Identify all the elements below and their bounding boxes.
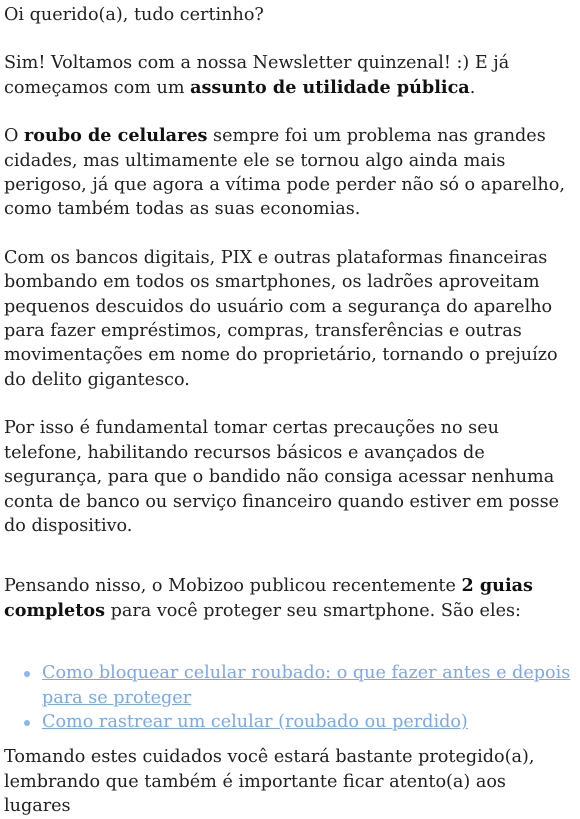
tomando-paragraph: Tomando estes cuidados você estará bastante protegido(a), lembrando que também é importante ficar atento(a) aos lugares [4,747,535,817]
guide-link-bloquear[interactable]: Como bloquear celular roubado: o que fazer antes e depois para se proteger [42,663,571,708]
roubo-text: sempre foi um problema nas grandes cidades, mas ultimamente ele se tornou algo ainda mais perigoso, já que agora a vítima pode perder não só o aparelho, como também todas as suas economias. [4,126,565,220]
intro-bold-text: assunto de utilidade pública [190,76,470,98]
intro-paragraph [4,51,576,100]
roubo-paragraph [4,124,576,222]
pensando-paragraph [4,574,576,623]
guides-list [4,661,576,734]
newsletter-body [4,0,576,819]
guide-link-rastrear[interactable]: Como rastrear um celular (roubado ou perdido) [42,711,468,732]
roubo-bold-text: roubo de celulares [24,125,208,147]
bancos-paragraph: Com os bancos digitais, PIX e outras plataformas financeiras bombando em todos os smartphones, os ladrões aproveitam pequenos descuidos do usuário com a segurança do aparelho para fazer empréstimos, compras, transferências e outras movimentações em nome do proprietário, tornando o prejuízo do delito gigantesco. [4,247,558,390]
bullet-icon [24,720,30,726]
list-item [42,710,576,734]
pensando-text: Pensando nisso, o Mobizoo publicou recentemente [4,576,462,597]
roubo-text-start: O [4,126,25,147]
precaucoes-paragraph: Por isso é fundamental tomar certas precauções no seu telefone, habilitando recursos básicos e avançados de segurança, para que o bandido não consiga acessar nenhuma conta de banco ou serviço financeiro quando estiver em posse do dispositivo. [4,418,560,536]
pensando-text-end: para você proteger seu smartphone. São eles: [105,600,521,621]
bullet-icon [24,671,30,677]
intro-text-end: . [469,77,476,98]
greeting-paragraph: Oi querido(a), tudo certinho? [4,5,264,25]
pensando-bold-text: 2 guias completos [4,575,533,621]
intro-text: Sim! Voltamos com a nossa Newsletter quinzenal! :) E já começamos com um [4,53,510,98]
list-item [42,661,576,710]
